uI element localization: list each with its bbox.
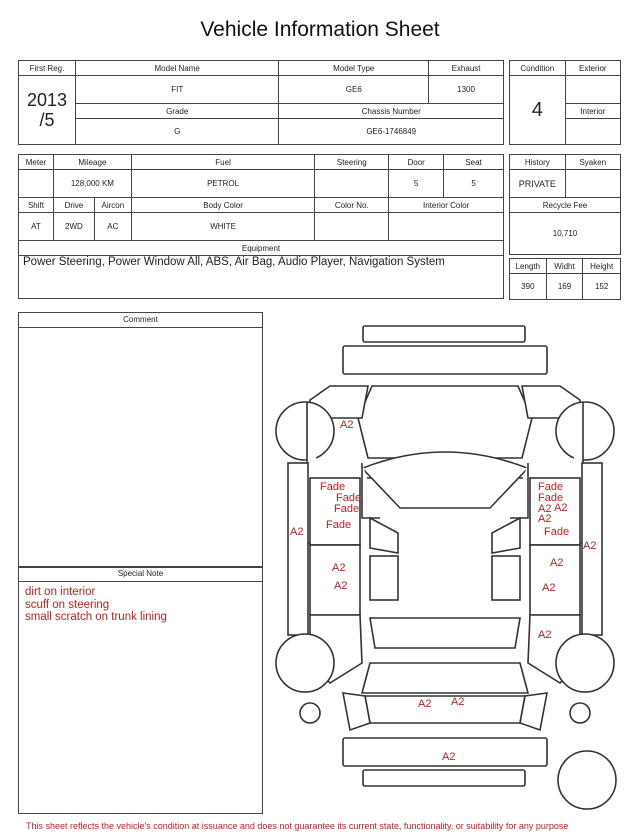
drive-label: Drive	[53, 198, 94, 213]
first-reg-year: 2013	[26, 90, 67, 110]
color-no-label: Color No.	[315, 198, 389, 213]
mileage-label: Mileage	[53, 155, 131, 170]
history-label: History	[510, 155, 566, 170]
damage-mark: Fade	[538, 492, 564, 504]
damage-mark: A2	[442, 751, 456, 763]
interior-color-label: Interior Color	[389, 198, 504, 213]
exterior-label: Exterior	[565, 61, 620, 76]
syaken-value	[565, 170, 620, 198]
body-color-label: Body Color	[131, 198, 315, 213]
drive-value: 2WD	[53, 213, 94, 241]
damage-mark: A2	[418, 698, 432, 710]
chassis-label: Chassis Number	[279, 104, 504, 119]
car-damage-diagram	[270, 318, 630, 828]
spec-table	[18, 154, 504, 299]
interior-value	[565, 119, 620, 145]
model-name-label: Model Name	[75, 61, 279, 76]
special-note-item: small scratch on trunk lining	[25, 611, 167, 623]
damage-mark: Fade	[334, 503, 360, 515]
meter-label: Meter	[19, 155, 54, 170]
interior-label: Interior	[565, 104, 620, 119]
damage-mark: A2	[538, 513, 552, 525]
equipment-value: Power Steering, Power Window All, ABS, Air Bag, Audio Player, Navigation System	[19, 256, 504, 299]
damage-mark: Fade	[544, 526, 570, 538]
grade-value: G	[75, 119, 279, 145]
special-note-box	[18, 566, 263, 814]
mileage-value: 128,000 KM	[53, 170, 131, 198]
first-reg-value	[19, 76, 76, 145]
page-title: Vehicle Information Sheet	[200, 18, 440, 41]
model-name-value: FIT	[75, 76, 279, 104]
meter-value	[19, 170, 54, 198]
disclaimer-footer: This sheet reflects the vehicle's condition at issuance and does not guarantee its current state, functionality, or suitability for any purpose	[26, 821, 569, 831]
door-label: Door	[389, 155, 444, 170]
shift-value: AT	[19, 213, 54, 241]
chassis-value: GE6-1746849	[279, 119, 504, 145]
interior-color-value	[389, 213, 504, 241]
damage-mark: A2	[290, 526, 304, 538]
exhaust-label: Exhaust	[429, 61, 504, 76]
damage-mark: Fade	[320, 481, 346, 493]
damage-mark: A2	[542, 582, 556, 594]
syaken-label: Syaken	[565, 155, 620, 170]
length-label: Length	[510, 259, 547, 274]
first-reg-label: First Reg.	[19, 61, 76, 76]
main-info-table	[18, 60, 504, 145]
special-note-item: scuff on steering	[25, 598, 110, 611]
condition-table	[509, 60, 621, 145]
damage-mark: A2	[550, 557, 564, 569]
model-type-value: GE6	[279, 76, 429, 104]
history-value: PRIVATE	[510, 170, 566, 198]
condition-value: 4	[510, 76, 566, 145]
recycle-fee-value: 10,710	[510, 213, 621, 255]
damage-mark: A2	[451, 696, 465, 708]
seat-label: Seat	[444, 155, 504, 170]
special-note-label: Special Note	[19, 567, 262, 582]
body-color-value: WHITE	[131, 213, 315, 241]
length-value: 390	[510, 274, 547, 300]
fuel-value: PETROL	[131, 170, 315, 198]
grade-label: Grade	[75, 104, 279, 119]
height-value: 152	[583, 274, 621, 300]
door-value: 5	[389, 170, 444, 198]
damage-mark: A2	[538, 503, 552, 515]
damage-mark: A2	[340, 419, 354, 431]
special-note-item: dirt on interior	[25, 586, 96, 598]
width-label: Widht	[546, 259, 583, 274]
damage-mark: A2	[538, 629, 552, 641]
fuel-label: Fuel	[131, 155, 315, 170]
damage-mark: A2	[334, 580, 348, 592]
damage-mark: A2	[554, 502, 568, 514]
comment-box	[18, 312, 263, 568]
history-table	[509, 154, 621, 255]
exterior-value	[565, 76, 620, 104]
seat-value: 5	[444, 170, 504, 198]
aircon-label: Aircon	[94, 198, 131, 213]
damage-mark: Fade	[326, 519, 352, 531]
damage-mark: A2	[332, 562, 346, 574]
dimensions-table	[509, 258, 621, 300]
exhaust-value: 1300	[429, 76, 504, 104]
special-note-list	[19, 582, 262, 628]
shift-label: Shift	[19, 198, 54, 213]
damage-mark: Fade	[336, 492, 362, 504]
width-value: 169	[546, 274, 583, 300]
equipment-label: Equipment	[19, 241, 504, 256]
first-reg-month: /5	[39, 110, 55, 130]
aircon-value: AC	[94, 213, 131, 241]
damage-mark: A2	[583, 540, 597, 552]
comment-label: Comment	[19, 313, 262, 328]
steering-value	[315, 170, 389, 198]
model-type-label: Model Type	[279, 61, 429, 76]
condition-label: Condition	[510, 61, 566, 76]
color-no-value	[315, 213, 389, 241]
damage-mark: Fade	[538, 481, 564, 493]
height-label: Height	[583, 259, 621, 274]
steering-label: Steering	[315, 155, 389, 170]
recycle-fee-label: Recycle Fee	[510, 198, 621, 213]
